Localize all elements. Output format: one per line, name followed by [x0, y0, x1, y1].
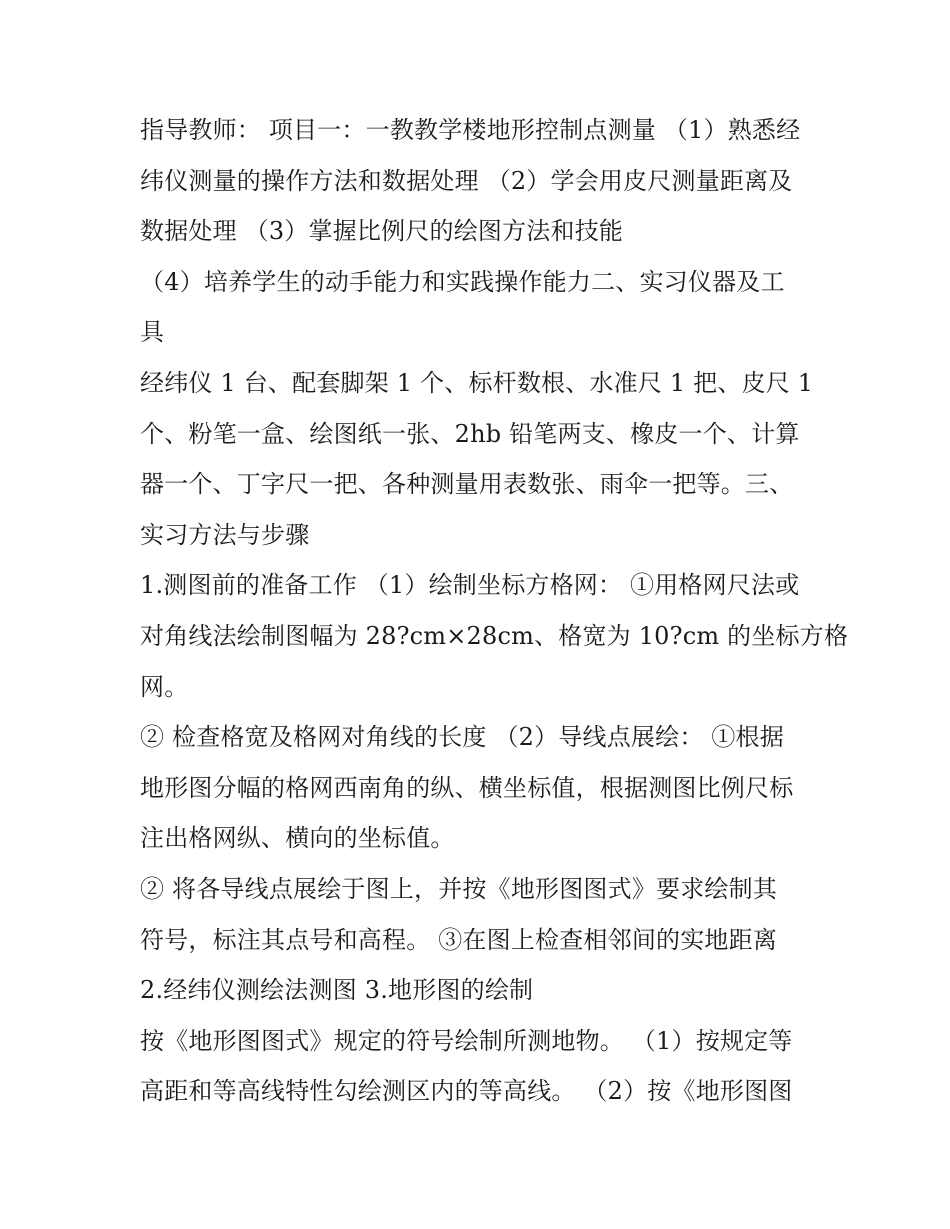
text-line-11: 对角线法绘制图幅为 28?cm×28cm、格宽为 10?cm 的坐标方格	[140, 622, 849, 650]
text-line-1: 指导教师： 项目一：一教教学楼地形控制点测量 （1）熟悉经	[140, 116, 801, 144]
text-line-2: 纬仪测量的操作方法和数据处理 （2）学会用皮尺测量距离及	[140, 167, 793, 195]
text-line-3: 数据处理 （3）掌握比例尺的绘图方法和技能	[140, 217, 624, 245]
text-line-20: 高距和等高线特性勾绘测区内的等高线。 （2）按《地形图图	[140, 1077, 793, 1105]
text-line-16: ② 将各导线点展绘于图上，并按《地形图图式》要求绘制其	[140, 875, 778, 903]
text-line-19: 按《地形图图式》规定的符号绘制所测地物。 （1）按规定等	[140, 1027, 793, 1055]
text-line-9: 实习方法与步骤	[140, 521, 310, 549]
text-line-18: 2.经纬仪测绘法测图 3.地形图的绘制	[140, 976, 534, 1004]
text-line-14: 地形图分幅的格网西南角的纵、横坐标值，根据测图比例尺标	[140, 774, 794, 802]
text-line-17: 符号，标注其点号和高程。 ③在图上检查相邻间的实地距离	[140, 926, 778, 954]
text-line-10: 1.测图前的准备工作 （1）绘制坐标方格网： ①用格网尺法或	[140, 571, 800, 599]
text-line-5: 具	[140, 318, 165, 346]
text-line-4: （4）培养学生的动手能力和实践操作能力二、实习仪器及工	[140, 268, 785, 296]
text-line-7: 个、粉笔一盒、绘图纸一张、2hb 铅笔两支、橡皮一个、计算	[140, 420, 800, 448]
text-line-12: 网。	[140, 673, 189, 701]
text-line-8: 器一个、丁字尺一把、各种测量用表数张、雨伞一把等。三、	[140, 470, 794, 498]
text-line-13: ② 检查格宽及格网对角线的长度 （2）导线点展绘： ①根据	[140, 723, 784, 751]
text-line-6: 经纬仪 1 台、配套脚架 1 个、标杆数根、水准尺 1 把、皮尺 1	[140, 369, 814, 397]
text-line-15: 注出格网纵、横向的坐标值。	[140, 824, 455, 852]
